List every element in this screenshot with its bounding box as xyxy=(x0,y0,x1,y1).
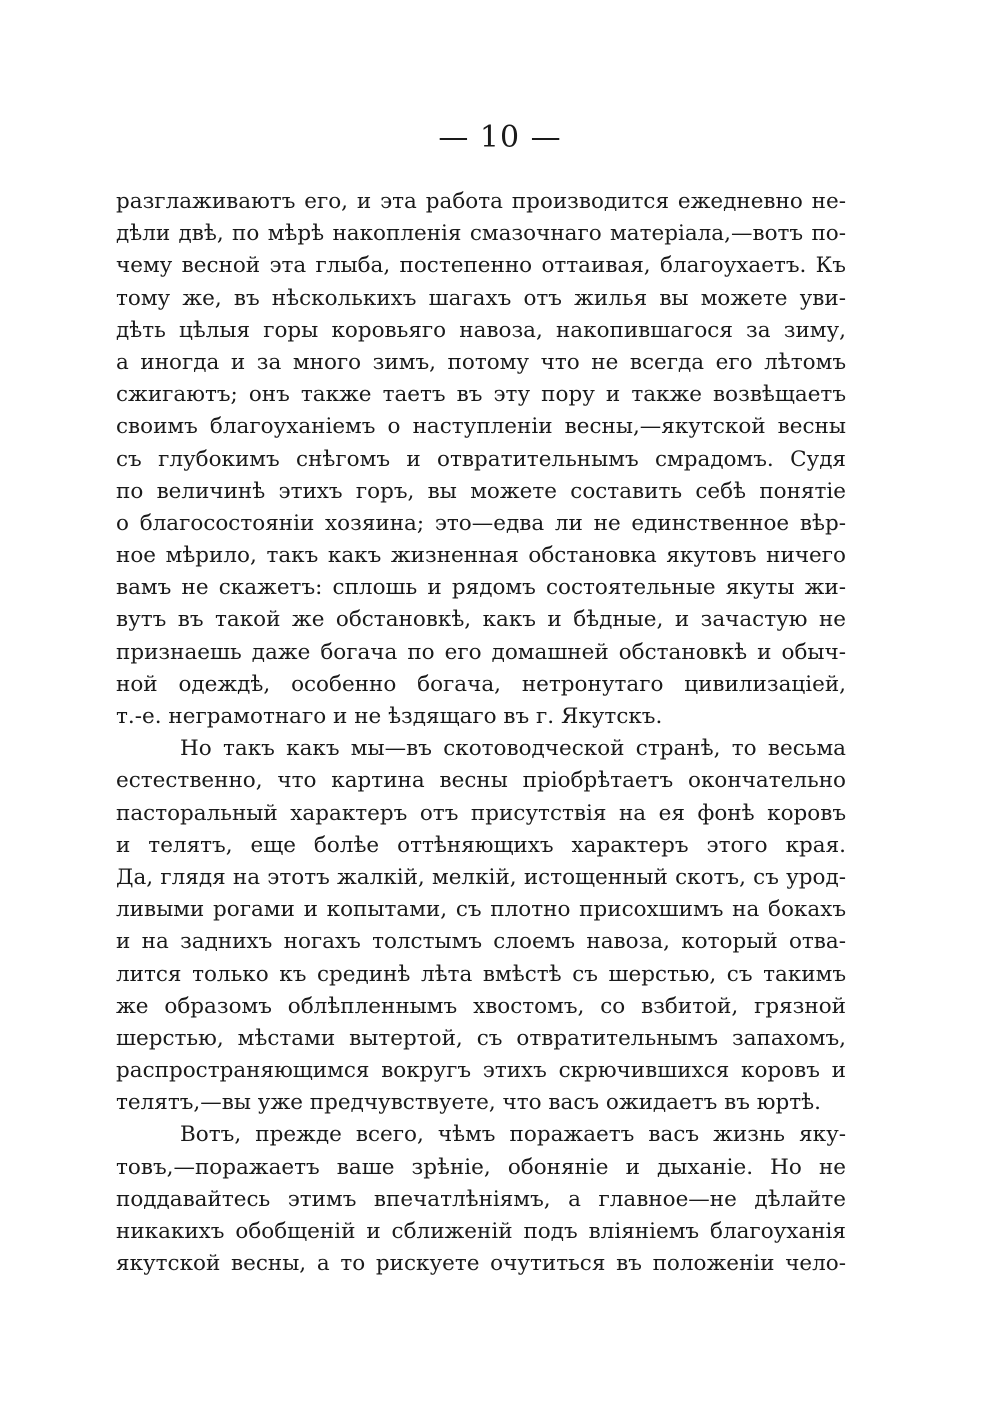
text-line: пасторальный характеръ отъ присутствія на ея фонѣ коровъ xyxy=(116,800,846,826)
text-line: ливыми рогами и копытами, съ плотно присохшимъ на бокахъ xyxy=(116,897,846,923)
text-line: якутской весны, а то рискуете очутиться въ положеніи чело- xyxy=(116,1251,846,1277)
text-line: т.-е. неграмотнаго и не ѣздящаго въ г. Якутскъ. xyxy=(116,704,663,729)
text-line: и на заднихъ ногахъ толстымъ слоемъ навоза, который отва- xyxy=(116,929,846,955)
text-line: сжигаютъ; онъ также таетъ въ эту пору и также возвѣщаетъ xyxy=(116,382,846,408)
text-line: съ глубокимъ снѣгомъ и отвратительнымъ смрадомъ. Судя xyxy=(116,446,846,472)
body-text xyxy=(116,186,846,1280)
text-line: ное мѣрило, такъ какъ жизненная обстановка якутовъ ничего xyxy=(116,543,846,569)
text-line: естественно, что картина весны пріобрѣтаетъ окончательно xyxy=(116,768,846,794)
text-line: ной одеждѣ, особенно богача, нетронутаго цивилизаціей, xyxy=(116,671,846,697)
text-line: никакихъ обобщеній и сближеній подъ вліяніемъ благоуханія xyxy=(116,1219,846,1244)
text-line: чему весной эта глыба, постепенно оттаивая, благоухаетъ. Къ xyxy=(116,253,846,279)
text-line: о благосостояніи хозяина; это—едва ли не единственное вѣр- xyxy=(116,510,846,536)
text-line: своимъ благоуханіемъ о наступленіи весны,—якутской весны xyxy=(116,414,846,440)
text-line: телятъ,—вы уже предчувствуете, что васъ ожидаетъ въ юртѣ. xyxy=(116,1090,821,1116)
page-number: — 10 — xyxy=(438,120,562,155)
text-line: разглаживаютъ его, и эта работа производится ежедневно не- xyxy=(116,189,846,214)
text-line: Вотъ, прежде всего, чѣмъ поражаетъ васъ жизнь яку- xyxy=(180,1122,846,1148)
text-line: дѣли двѣ, по мѣрѣ накопленія смазочнаго матеріала,—вотъ по- xyxy=(116,221,846,247)
text-line: тому же, въ нѣсколькихъ шагахъ отъ жилья вы можете уви- xyxy=(116,285,846,311)
text-line: и телятъ, еще болѣе оттѣняющихъ характеръ этого края. xyxy=(116,832,846,858)
text-line: вамъ не скажетъ: сплошь и рядомъ состоятельные якуты жи- xyxy=(116,575,846,601)
text-line: признаешь даже богача по его домашней обстановкѣ и обыч- xyxy=(116,639,846,665)
text-line: Но такъ какъ мы—въ скотоводческой странѣ, то весьма xyxy=(180,736,846,762)
text-line: товъ,—поражаетъ ваше зрѣніе, обоняніе и дыханіе. Но не xyxy=(116,1154,846,1180)
text-line: шерстью, мѣстами вытертой, съ отвратительнымъ запахомъ, xyxy=(116,1025,846,1051)
text-line: же образомъ облѣпленнымъ хвостомъ, со взбитой, грязной xyxy=(116,993,846,1019)
text-line: а иногда и за много зимъ, потому что не всегда его лѣтомъ xyxy=(116,349,846,375)
text-line: поддавайтесь этимъ впечатлѣніямъ, а главное—не дѣлайте xyxy=(116,1186,846,1212)
text-line: по величинѣ этихъ горъ, вы можете составить себѣ понятіе xyxy=(116,478,846,504)
text-line: лится только къ срединѣ лѣта вмѣстѣ съ шерстью, съ такимъ xyxy=(116,961,846,987)
text-line: дѣть цѣлыя горы коровьяго навоза, накопившагося за зиму, xyxy=(116,317,846,343)
text-line: вутъ въ такой же обстановкѣ, какъ и бѣдные, и зачастую не xyxy=(116,607,846,633)
text-line: распространяющимся вокругъ этихъ скрючившихся коровъ и xyxy=(116,1058,846,1084)
text-line: Да, глядя на этотъ жалкій, мелкій, истощенный скотъ, съ урод- xyxy=(116,864,846,890)
